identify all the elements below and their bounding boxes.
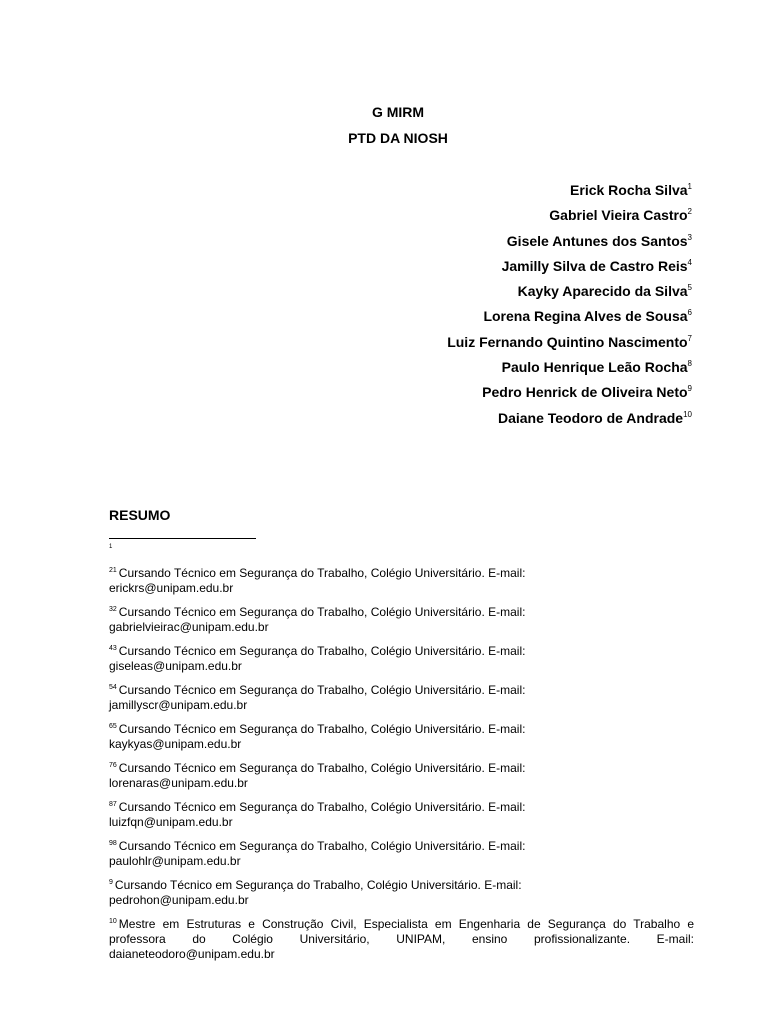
author-name: Daiane Teodoro de Andrade$^{10}$: [497, 409, 692, 426]
author-name: Erick Rocha Silva$^1$: [570, 182, 692, 198]
author-footnote-marker: 2: [687, 207, 692, 217]
author-footnote-marker: 9: [687, 384, 692, 394]
footnote-email: luizfqn@unipam.edu.br: [109, 815, 233, 829]
author-name: Kayky Aparecido da Silva$^5$: [517, 283, 692, 300]
author-footnote-marker: 7: [687, 333, 692, 343]
author-footnote-marker: 1: [687, 182, 692, 191]
footnote-email: lorenaras@unipam.edu.br: [109, 776, 248, 790]
footnote-marker: 98: [109, 840, 117, 847]
author-footnote-marker: 4: [687, 257, 692, 267]
footnote-marker: 54: [109, 684, 117, 691]
footnote-marker: 1: [109, 544, 113, 550]
author-footnote-marker: 3: [687, 232, 692, 242]
footnote: $^{32}$ Cursando Técnico em Segurança do Trabalho, Colégio Universitário. E-mail: gabrielvieirac@unipam.edu.br: [109, 605, 526, 634]
footnote-email: jamillyscr@unipam.edu.br: [109, 698, 248, 712]
footnote-marker: 65: [109, 723, 117, 730]
footnote-marker: 43: [109, 645, 117, 652]
footnotes: [109, 566, 694, 971]
author-footnote-marker: 6: [687, 308, 692, 318]
title-line-1: G MIRM: [371, 104, 425, 120]
title-line-2: PTD DA NIOSH: [348, 130, 448, 146]
author-name: Gisele Antunes dos Santos$^3$: [506, 232, 692, 249]
section-heading-resumo: RESUMO: [109, 507, 171, 523]
footnote: $^{98}$ Cursando Técnico em Segurança do Trabalho, Colégio Universitário. E-mail: paulohlr@unipam.edu.br: [109, 839, 526, 868]
footnote-marker: 32: [109, 606, 117, 613]
author-name: Jamilly Silva de Castro Reis$^4$: [501, 257, 692, 274]
footnote-marker: 10: [109, 918, 117, 925]
author-name: Paulo Henrique Leão Rocha$^8$: [501, 359, 692, 376]
footnote-marker: 87: [109, 801, 117, 808]
footnote: $^9$ Cursando Técnico em Segurança do Trabalho, Colégio Universitário. E-mail: pedrohon@unipam.edu.br: [109, 878, 522, 907]
footnote-email: giseleas@unipam.edu.br: [109, 659, 242, 673]
footnote-email: erickrs@unipam.edu.br: [109, 581, 234, 595]
footnote: $^{43}$ Cursando Técnico em Segurança do Trabalho, Colégio Universitário. E-mail: giseleas@unipam.edu.br: [109, 644, 526, 673]
footnote: $^{87}$ Cursando Técnico em Segurança do Trabalho, Colégio Universitário. E-mail: luizfqn@unipam.edu.br: [109, 800, 526, 829]
author-list: [447, 178, 692, 431]
footnote-email: paulohlr@unipam.edu.br: [109, 854, 241, 868]
footnote-marker: 21: [109, 567, 117, 574]
footnote-marker: 9: [109, 879, 113, 886]
footnote-email: pedrohon@unipam.edu.br: [109, 893, 249, 907]
author-footnote-marker: 10: [683, 409, 692, 419]
footnote: $^{54}$ Cursando Técnico em Segurança do Trabalho, Colégio Universitário. E-mail: jamillyscr@unipam.edu.br: [109, 683, 526, 712]
footnote-marker: 76: [109, 762, 117, 769]
footnote: $^{21}$ Cursando Técnico em Segurança do Trabalho, Colégio Universitário. E-mail: erickrs@unipam.edu.br: [109, 566, 526, 595]
footnote-email: kaykyas@unipam.edu.br: [109, 737, 242, 751]
author-footnote-marker: 8: [687, 359, 692, 369]
footnote: $^{76}$ Cursando Técnico em Segurança do Trabalho, Colégio Universitário. E-mail: lorenaras@unipam.edu.br: [109, 761, 526, 790]
author-name: Gabriel Vieira Castro$^2$: [549, 207, 692, 224]
footnote: $^{10}$ Mestre em Estruturas e Construção Civil, Especialista em Engenharia de Segurança do Trabalho e professora do Colégio Universitário, UNIPAM, ensino profissionalizante. E-mail: daianeteodoro@unipam.edu.br: [109, 917, 694, 961]
footnote: $^{65}$ Cursando Técnico em Segurança do Trabalho, Colégio Universitário. E-mail: kaykyas@unipam.edu.br: [109, 722, 526, 751]
footnote-email: gabrielvieirac@unipam.edu.br: [109, 620, 269, 634]
author-footnote-marker: 5: [687, 283, 692, 293]
footnote-separator: [109, 538, 256, 539]
author-name: Luiz Fernando Quintino Nascimento$^7$: [447, 333, 692, 350]
author-name: Lorena Regina Alves de Sousa$^6$: [483, 308, 692, 325]
author-name: Pedro Henrick de Oliveira Neto$^9$: [482, 384, 692, 401]
